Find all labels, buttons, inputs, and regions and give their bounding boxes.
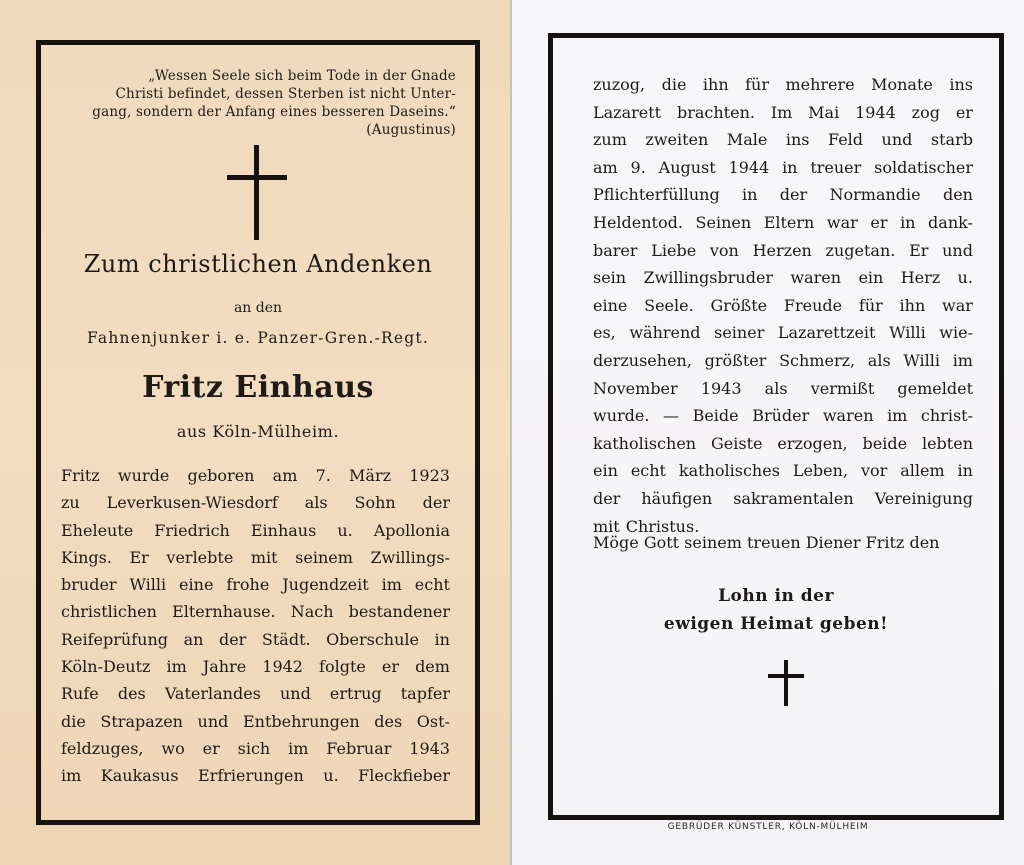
word: Vereinigung xyxy=(874,488,973,508)
word: 7. xyxy=(315,466,331,485)
word: Herzen xyxy=(752,240,812,260)
text-line xyxy=(593,126,973,154)
word: häufigen xyxy=(641,488,713,508)
text-line xyxy=(61,571,450,598)
black-border-frame xyxy=(548,33,1004,820)
word: ertrug xyxy=(329,684,382,704)
word: mit xyxy=(593,516,620,536)
augustinus-quote xyxy=(61,67,456,139)
word: 1923 xyxy=(409,466,450,485)
word: lebten xyxy=(921,433,973,453)
word: bestandener xyxy=(348,602,450,622)
word: ihn xyxy=(899,295,926,315)
word: u. xyxy=(337,520,353,540)
word: in xyxy=(782,157,798,177)
text-line xyxy=(593,99,973,127)
word: sich xyxy=(237,738,271,758)
word: soldatischer xyxy=(874,157,973,177)
biography-continued-text xyxy=(593,71,973,540)
word: beide xyxy=(862,433,908,453)
word: in xyxy=(742,185,758,205)
word: Februar xyxy=(326,738,392,758)
word: er xyxy=(381,657,400,677)
word: größter xyxy=(704,350,767,370)
text-line xyxy=(593,347,973,375)
word: des xyxy=(117,684,146,704)
word: vor xyxy=(860,461,888,481)
word: Jugendzeit xyxy=(282,575,369,595)
word: echt xyxy=(414,575,450,595)
word: Fleckfieber xyxy=(358,766,450,786)
word: zu xyxy=(61,493,80,513)
word: ins xyxy=(949,75,973,94)
text-line xyxy=(593,264,973,292)
word: dem xyxy=(415,657,450,677)
quote-line: „Wessen Seele sich beim Tode in der Gnade xyxy=(148,68,456,84)
word: Erfrierungen xyxy=(198,766,304,786)
word: Herz xyxy=(900,268,941,288)
word: geboren xyxy=(187,466,255,485)
text-line xyxy=(61,462,450,489)
text-line xyxy=(593,457,973,485)
word: Liebe xyxy=(651,240,697,260)
word: ein xyxy=(593,461,618,481)
text-line xyxy=(61,489,450,516)
word: 1943 xyxy=(700,378,742,398)
black-border-frame xyxy=(36,40,480,825)
word: Nach xyxy=(290,602,334,622)
word: die xyxy=(661,75,687,94)
word: im xyxy=(952,350,973,370)
word: im xyxy=(61,766,82,786)
word: August xyxy=(658,157,716,177)
word: — xyxy=(663,406,680,426)
word: Leverkusen-Wiesdorf xyxy=(106,493,278,513)
prayer-text: Möge Gott seinem treuen Diener Fritz den xyxy=(593,533,940,552)
word: wo xyxy=(161,738,185,758)
memorial-card-right xyxy=(510,0,1024,865)
word: Lazarett xyxy=(593,102,662,122)
word: Zwillings- xyxy=(370,547,450,567)
word: im xyxy=(381,575,402,595)
word: die xyxy=(61,711,86,731)
word: als xyxy=(304,493,328,513)
word: und xyxy=(942,240,973,260)
printer-imprint: GEBRÜDER KÜNSTLER, KÖLN-MÜLHEIM xyxy=(667,822,869,832)
word: Zwillingsbruder xyxy=(643,268,774,288)
word: Leben, xyxy=(792,461,849,481)
word: Städt. xyxy=(261,629,311,649)
word: seinem xyxy=(295,547,353,567)
word: Eltern xyxy=(763,212,815,232)
word: Oberschule xyxy=(326,629,419,649)
cross-icon xyxy=(768,660,804,706)
word: Pflichterfüllung xyxy=(593,185,720,205)
word: im xyxy=(887,406,908,426)
word: 1942 xyxy=(262,657,303,677)
word: Willi xyxy=(903,350,940,370)
word: 1943 xyxy=(409,738,450,758)
word: 9. xyxy=(630,157,646,177)
closing-line: Lohn in der xyxy=(718,586,834,606)
word: tapfer xyxy=(400,684,450,704)
word: erzogen, xyxy=(777,433,848,453)
hometown: aus Köln-Mülheim. xyxy=(176,422,340,441)
word: in xyxy=(957,461,973,481)
word: am xyxy=(272,466,298,485)
text-line xyxy=(593,292,973,320)
word: Rufe xyxy=(61,684,99,704)
closing-blessing xyxy=(553,582,999,638)
text-line xyxy=(593,430,973,458)
word: waren xyxy=(822,406,874,426)
word: mit xyxy=(250,547,278,567)
word: der xyxy=(593,488,621,508)
word: des xyxy=(374,711,403,731)
quote-line: Christi befindet, dessen Sterben ist nicht Unter- xyxy=(115,86,456,102)
word: vermißt xyxy=(810,378,875,398)
word: war xyxy=(826,212,858,232)
cross-icon xyxy=(227,145,287,240)
word: der xyxy=(422,493,450,513)
text-line xyxy=(593,181,973,209)
text-line xyxy=(593,319,973,347)
word: der xyxy=(779,185,808,205)
word: Kings. xyxy=(61,547,112,567)
word: Heldentod. xyxy=(593,212,683,232)
word: Male xyxy=(726,130,768,150)
word: war xyxy=(942,295,973,315)
word: allem xyxy=(900,461,945,481)
word: als xyxy=(764,378,788,398)
word: Vaterlandes xyxy=(164,684,261,704)
word: Willi xyxy=(889,323,926,343)
text-line xyxy=(61,653,450,680)
word: an xyxy=(183,629,204,649)
word: 1944 xyxy=(855,102,896,122)
word: Einhaus xyxy=(250,520,317,540)
quote-attribution: (Augustinus) xyxy=(366,122,456,138)
word: und xyxy=(881,130,913,150)
word: eine xyxy=(179,575,214,595)
word: Kaukasus xyxy=(100,766,179,786)
text-line xyxy=(61,708,450,735)
text-line xyxy=(61,544,450,571)
word: Eheleute xyxy=(61,520,134,540)
word: in xyxy=(900,212,916,232)
closing-line: ewigen Heimat geben! xyxy=(663,614,889,634)
text-line xyxy=(61,626,450,653)
word: Mai xyxy=(808,102,840,122)
word: Fritz xyxy=(61,466,100,485)
word: feldzuges, xyxy=(61,738,144,758)
word: waren xyxy=(790,268,842,288)
text-line xyxy=(593,154,973,182)
word: sakramentalen xyxy=(733,488,854,508)
word: ins xyxy=(785,130,810,150)
word: christlichen xyxy=(61,602,157,622)
word: Er xyxy=(909,240,929,260)
word: verlebte xyxy=(166,547,234,567)
word: es, xyxy=(593,323,616,343)
word: er xyxy=(955,102,973,122)
text-line xyxy=(593,209,973,237)
text-line xyxy=(593,71,973,99)
military-rank: Fahnenjunker i. e. Panzer-Gren.-Regt. xyxy=(87,329,429,347)
text-line xyxy=(61,762,450,789)
word: treuer xyxy=(810,157,862,177)
word: 1944 xyxy=(728,157,770,177)
text-line xyxy=(61,680,450,707)
word: ein xyxy=(858,268,884,288)
word: dank- xyxy=(928,212,973,232)
word: katholischen xyxy=(593,433,697,453)
word: Im xyxy=(770,102,793,122)
word: Schmerz, xyxy=(779,350,856,370)
text-line xyxy=(61,598,450,625)
word: Entbehrungen xyxy=(242,711,360,731)
word: starb xyxy=(930,130,973,150)
text-line xyxy=(61,517,450,544)
word: von xyxy=(709,240,739,260)
word: eine xyxy=(593,295,628,315)
word: Sohn xyxy=(354,493,396,513)
word: Brüder xyxy=(752,406,810,426)
word: zum xyxy=(593,130,627,150)
word: Strapazen xyxy=(100,711,183,731)
word: bruder xyxy=(61,575,117,595)
word: im xyxy=(288,738,309,758)
word: Jahre xyxy=(202,657,247,677)
memorial-heading: Zum christlichen Andenken xyxy=(83,250,433,278)
word: Freude xyxy=(783,295,843,315)
word: u. xyxy=(957,268,973,288)
word: in xyxy=(434,629,450,649)
word: den xyxy=(942,185,973,205)
quote-line: gang, sondern der Anfang eines besseren Daseins.“ xyxy=(92,104,456,120)
word: Elternhause. xyxy=(172,602,276,622)
text-line xyxy=(593,237,973,265)
word: Feld xyxy=(827,130,864,150)
word: der xyxy=(218,629,247,649)
text-line xyxy=(593,375,973,403)
word: folgte xyxy=(319,657,366,677)
word: Willi xyxy=(129,575,167,595)
word: Normandie xyxy=(829,185,921,205)
word: wie- xyxy=(939,323,973,343)
word: Köln-Deutz xyxy=(61,657,151,677)
word: derzusehen, xyxy=(593,350,692,370)
word: wurde. xyxy=(593,406,650,426)
word: sein xyxy=(593,268,627,288)
word: Er xyxy=(129,547,149,567)
word: er xyxy=(202,738,220,758)
word: am xyxy=(593,157,618,177)
word: echt xyxy=(630,461,666,481)
word: Geiste xyxy=(710,433,763,453)
word: zog xyxy=(911,102,940,122)
word: Lazarettzeit xyxy=(777,323,876,343)
word: Christus. xyxy=(625,516,700,536)
word: und xyxy=(197,711,229,731)
word: zuzog, xyxy=(593,75,646,94)
word: Seinen xyxy=(695,212,752,232)
word: katholisches xyxy=(678,461,780,481)
word: seiner xyxy=(714,323,765,343)
word: Ost- xyxy=(416,711,450,731)
word: u. xyxy=(323,766,339,786)
word: für xyxy=(745,75,769,94)
word: Friedrich xyxy=(154,520,230,540)
word: frohe xyxy=(226,575,270,595)
dedication-text: an den xyxy=(233,300,283,316)
text-line xyxy=(593,402,973,430)
word: November xyxy=(593,378,678,398)
word: brachten. xyxy=(676,102,755,122)
word: als xyxy=(867,350,891,370)
word: Apollonia xyxy=(373,520,450,540)
word: und xyxy=(279,684,311,704)
word: Beide xyxy=(692,406,739,426)
word: ihn xyxy=(702,75,729,94)
word: barer xyxy=(593,240,638,260)
word: Monate xyxy=(871,75,933,94)
word: im xyxy=(166,657,187,677)
word: für xyxy=(858,295,883,315)
word: er xyxy=(870,212,888,232)
word: zugetan. xyxy=(825,240,896,260)
word: Größte xyxy=(710,295,768,315)
memorial-card-left xyxy=(0,0,510,865)
biography-text xyxy=(61,462,450,790)
deceased-name: Fritz Einhaus xyxy=(142,370,374,405)
word: während xyxy=(629,323,701,343)
word: zweiten xyxy=(645,130,709,150)
word: März xyxy=(349,466,392,485)
text-line xyxy=(593,485,973,513)
word: Seele. xyxy=(644,295,694,315)
word: Reifeprüfung xyxy=(61,629,168,649)
word: mehrere xyxy=(785,75,855,94)
word: gemeldet xyxy=(897,378,973,398)
word: christ- xyxy=(920,406,973,426)
word: wurde xyxy=(117,466,170,485)
text-line xyxy=(61,735,450,762)
